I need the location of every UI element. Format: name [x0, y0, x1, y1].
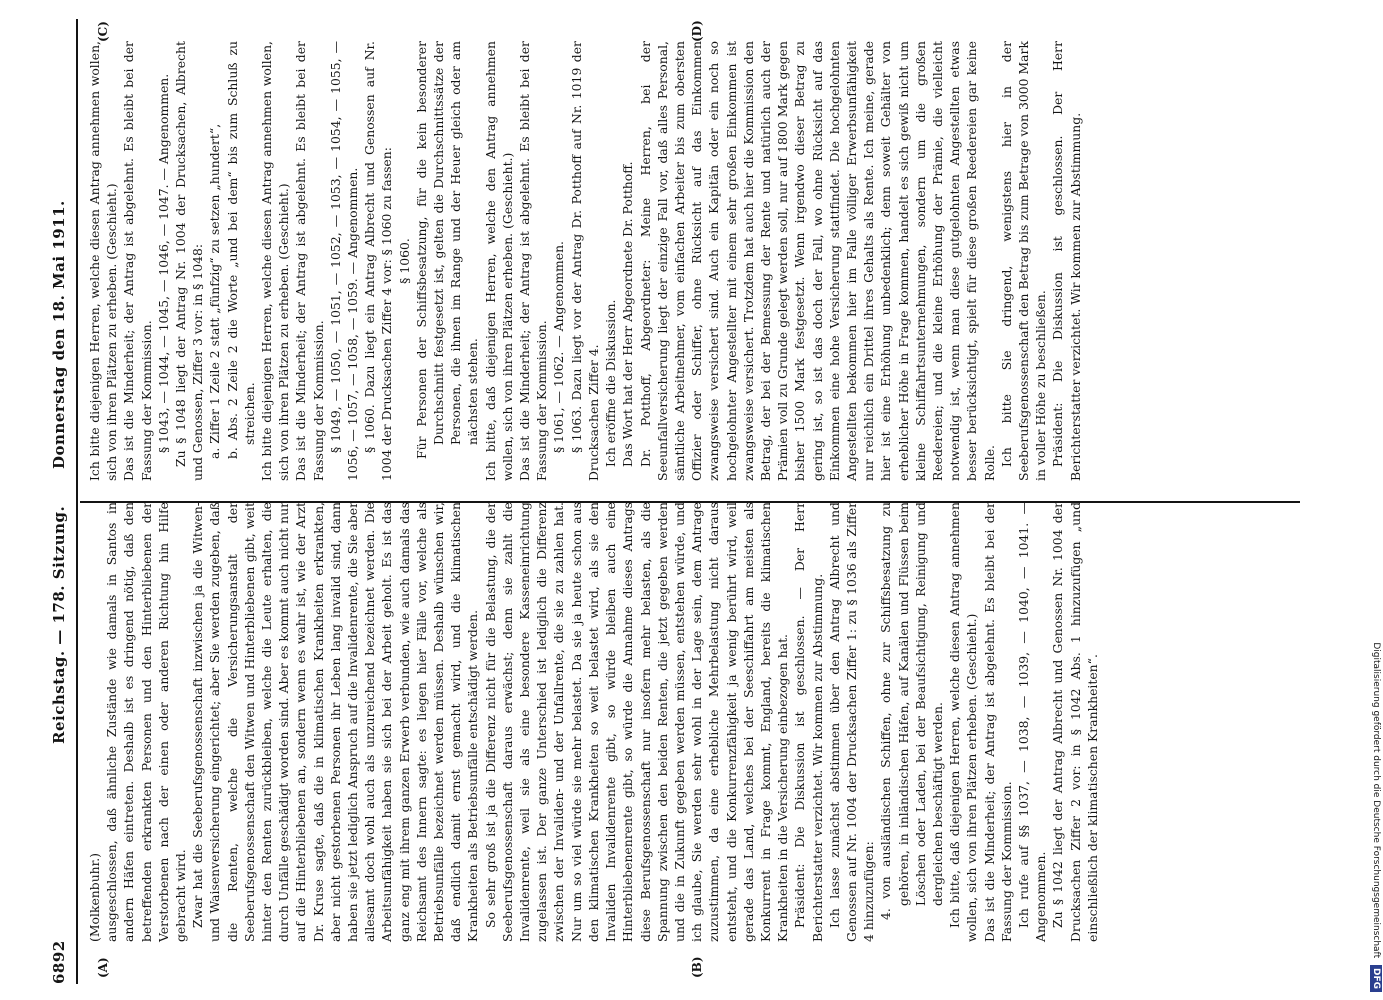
paragraph: Ich eröffne die Diskussion.: [603, 299, 619, 467]
paragraph: Zu § 1042 liegt der Antrag Albrecht und Genossen Nr. 1004 der Drucksachen Ziffer 2 vor: in § 1042 Abs. 1 hinzuzufügen „und einschließlich der klimatischen Krankheiten“.: [1050, 502, 1100, 942]
page-header: [46, 19, 72, 984]
paragraph: Ich bitte, daß diejenigen Herren, welche den Antrag annehmen wollen, sich von ihren Plätzen erheben. (Geschieht.): [482, 41, 515, 481]
paragraph: ausgeschlossen, daß ähnliche Zustände wie damals in Santos in andern Häfen eintreten. Deshalb ist es dringend nötig, daß den betreffenden erkrankten Personen und den Hinterbliebenen der Verstorbenen nach der einen oder anderen Richtung hin Hilfe gebracht wird.: [104, 502, 189, 942]
paragraph: Präsident: Die Diskussion ist geschlossen. Der Herr Berichterstatter verzichtet. Wir kommen zur Abstimmung.: [1050, 41, 1083, 481]
paragraph: Dr. Potthoff, Abgeordneter: Meine Herren, bei der Seeunfallversicherung liegt der einzige Fall vor, daß alles Personal, sämtliche Arbeitnehmer, vom einfachen Arbeiter bis zum obersten Offizier oder Schiffer, ohne Rücksicht auf das Einkommen zwangsweise versichert sind. Auch ein Kapitän oder ein noch so hochgelohnter Angestellter mit einem sehr großen Einkommen ist zwangsweise versichert. Trotzdem hat auch hier die Kommission den Betrag, der bei der Bemessung der Rente und natürlich auch der Prämien voll zu Grunde gelegt werden soll, nur auf 1800 Mark gegen bisher 1500 Mark festgesetzt. Wenn irgendwo dieser Betrag zu gering ist, so ist das doch der Fall, wo ohne Rücksicht auf das Einkommen eine hohe Versicherung stattfindet. Die hochgelohnten Angestellten bekommen hier im Falle völliger Erwerbsunfähigkeit nur reichlich ein Drittel ihres Gehalts als Rente. Ich meine, gerade hier ist eine Erhöhung unbedenklich; denn soweit Gehälter von erheblicher Höhe in Frage kommen, handelt es sich gewiß nicht um kleine Schiffahrtsunternehmungen, sondern um die großen Reedereien; und die kleine Erhöhung der Prämie, die vielleicht notwendig ist, wenn man diese gutgelohnten Angestellten etwas besser berücksichtigt, spielt für diese großen Reedereien gar keine Rolle.: [637, 41, 997, 481]
left-column: [86, 502, 1101, 942]
paragraph: Zu § 1048 liegt der Antrag Nr. 1004 der Drucksachen, Albrecht und Genossen, Ziffer 3 vor: in § 1048:: [173, 41, 206, 481]
page-number: 6892: [50, 940, 68, 984]
dfg-logo: DFG: [1370, 965, 1382, 992]
margin-marker-c: (C): [96, 21, 110, 42]
speaker-note: (Molkenbuhr.): [87, 853, 102, 942]
header-rule: [76, 19, 78, 984]
right-column: [86, 41, 1084, 481]
paragraph: § 1061, — 1062. — Angenommen.: [551, 241, 567, 453]
paragraph: Ich lasse zunächst abstimmen über den Antrag Albrecht und Genossen auf Nr. 1004 der Drucksachen Ziffer 1: zu § 1036 als Ziffer 4 hinzuzufügen:: [826, 502, 877, 942]
paragraph: § 1063. Dazu liegt vor der Antrag Dr. Potthoff auf Nr. 1019 der Drucksachen Ziffer 4.: [568, 41, 601, 481]
paragraph: § 1043, — 1044, — 1045, — 1046, — 1047. — Angenommen.: [155, 73, 171, 453]
paragraph: Das Wort hat der Herr Abgeordnete Dr. Potthoff.: [620, 161, 636, 467]
digitization-note: [1370, 8, 1380, 992]
paragraph: Das ist die Minderheit; der Antrag ist abgelehnt. Es bleibt bei der Fassung der Kommission.: [121, 41, 154, 481]
paragraph: Ich rufe auf §§ 1037, — 1038, — 1039, — 1040, — 1041. — Angenommen.: [1015, 502, 1049, 942]
margin-marker-d: (D): [690, 20, 704, 42]
paragraph: § 1049, — 1050, — 1051, — 1052, — 1053, — 1054, — 1055, — 1056, — 1057, — 1058, — 1059. — Angenommen.: [327, 41, 361, 481]
paragraph: Das ist die Minderheit; der Antrag ist abgelehnt. Es bleibt bei der Fassung der Kommission.: [293, 41, 326, 481]
paragraph: Ich bitte, daß diejenigen Herren, welche diesen Antrag annehmen wollen, sich von ihren Plätzen erheben. (Geschieht.): [947, 502, 980, 942]
digitization-text: Digitalisierung gefördert durch die Deutsche Forschungsgemeinschaft: [1371, 642, 1381, 959]
paragraph: Zwar hat die Seeberufsgenossenschaft inzwischen ja die Witwen- und Waisenversicherung eingerichtet; aber Sie werden zugeben, daß die Renten, welche die Versicherungsanstalt der Seeberufsgenossenschaft den Witwen und Hinterbliebenen gibt, weit hinter den Renten zurückbleiben, welche die Leute erhalten, die durch Unfälle geschädigt worden sind. Aber es kommt auch nicht nur auf die Hinterbliebenen an, sondern wenn es wahr ist, wie der Arzt Dr. Kruse sagte, daß die in klimatischen Krankheiten erkrankten, aber nicht gestorbenen Personen ihr Leben lang invalid sind, dann haben sie jetzt lediglich Anspruch auf die Invalidenrente, die Sie aber allesamt doch wohl auch als unzureichend bezeichnet werden. Die Arbeitsunfähigkeit haben sie sich bei der Arbeit geholt. Es ist das ganz eng mit ihrem ganzen Erwerb verbunden, wie auch damals das Reichsamt des Innern sagte: es liegen hier Fälle vor, welche als Betriebsunfälle bezeichnet werden müssen. Deshalb wünschen wir, daß endlich damit ernst gemacht wird, und die klimatischen Krankheiten als Betriebsunfälle entschädigt werden.: [190, 501, 481, 942]
section-heading: § 1060.: [396, 238, 412, 284]
paragraph: Das ist die Minderheit; der Antrag ist abgelehnt. Es bleibt bei der Fassung der Kommission.: [517, 41, 550, 481]
motion-item: b. Abs. 2 Zeile 2 die Worte „und bei dem“ bis zum Schluß zu streichen.: [224, 41, 257, 459]
motion-item: Für Personen der Schiffsbesatzung, für die kein besonderer Durchschnitt festgesetzt ist, gelten die Durchschnittssätze der Personen, die ihnen im Range und der Heuer gleich oder am nächsten stehen.: [413, 41, 481, 459]
paragraph: So sehr groß ist ja die Differenz nicht für die Belastung, die der Seeberufsgenossenschaft daraus erwächst; denn sie zahlt die Invalidenrente, weil sie als eine besondere Kasseneinrichtung zugelassen ist. Der ganze Unterschied ist lediglich die Differenz zwischen der Invaliden- und der Unfallrente, die sie zu zahlen hat. Nur um so viel würde sie mehr belastet. Da sie ja heute schon aus den klimatischen Krankheiten so weit belastet wird, als sie den Invaliden Invalidenrente gibt, so würde bleiben auch eine Hinterbliebenenrente gibt, so würde die Annahme dieses Antrags diese Berufsgenossenschaft nur insofern mehr belasten, als die Spannung zwischen den beiden Renten, die jetzt gegeben werden und die in Zukunft gegeben werden müssen, entstehen würde, und ich glaube, Sie werden sehr wohl in der Lage sein, dem Antrage zuzustimmen, da eine erhebliche Mehrbelastung nicht daraus entsteht, und die Konkurrenzfähigkeit ja wenig berührt wird, weil gerade das Land, welches bei der Seeschiffahrt am meisten als Konkurrent in Frage kommt, England, bereits die klimatischen Krankheiten in die Versicherung einbezogen hat.: [482, 502, 791, 942]
paragraph: Ich bitte Sie dringend, wenigstens hier in der Seeberufsgenossenschaft den Betrag bis zum Betrage von 3000 Mark in voller Höhe zu beschließen.: [998, 41, 1049, 481]
paragraph: Präsident: Die Diskussion ist geschlossen. — Der Herr Berichterstatter verzichtet. Wir kommen zur Abstimmung.: [792, 502, 825, 942]
paragraph: Ich bitte diejenigen Herren, welche diesen Antrag annehmen wollen, sich von ihren Plätzen zu erheben. (Geschieht.): [259, 41, 292, 481]
motion-item: a. Ziffer 1 Zeile 2 statt „fünfzig“ zu setzen „hundert“,: [207, 123, 223, 459]
running-title: Reichstag. — 178. Sitzung.: [50, 505, 68, 744]
paragraph: Ich bitte diejenigen Herren, welche diesen Antrag annehmen wollen, sich von ihren Plätzen zu erheben. (Geschieht.): [87, 41, 120, 481]
margin-marker-b: (B): [690, 956, 704, 978]
paragraph: Das ist die Minderheit; der Antrag ist abgelehnt. Es bleibt bei der Fassung der Kommission.: [981, 502, 1014, 942]
motion-item: 4. von ausländischen Schiffen, ohne zur Schiffsbesatzung zu gehören, in inländischen Häfen, auf Kanälen und Flüssen beim Löschen oder Laden, bei der Beaufsichtigung, Reinigung und dergleichen beschäftigt werden.: [878, 502, 945, 920]
session-date: Donnerstag den 18. Mai 1911.: [50, 200, 68, 469]
paragraph: § 1060. Dazu liegt ein Antrag Albrecht und Genossen auf Nr. 1004 der Drucksachen Ziffer 4 vor: § 1060 zu fassen:: [362, 41, 395, 481]
margin-marker-a: (A): [96, 957, 110, 978]
